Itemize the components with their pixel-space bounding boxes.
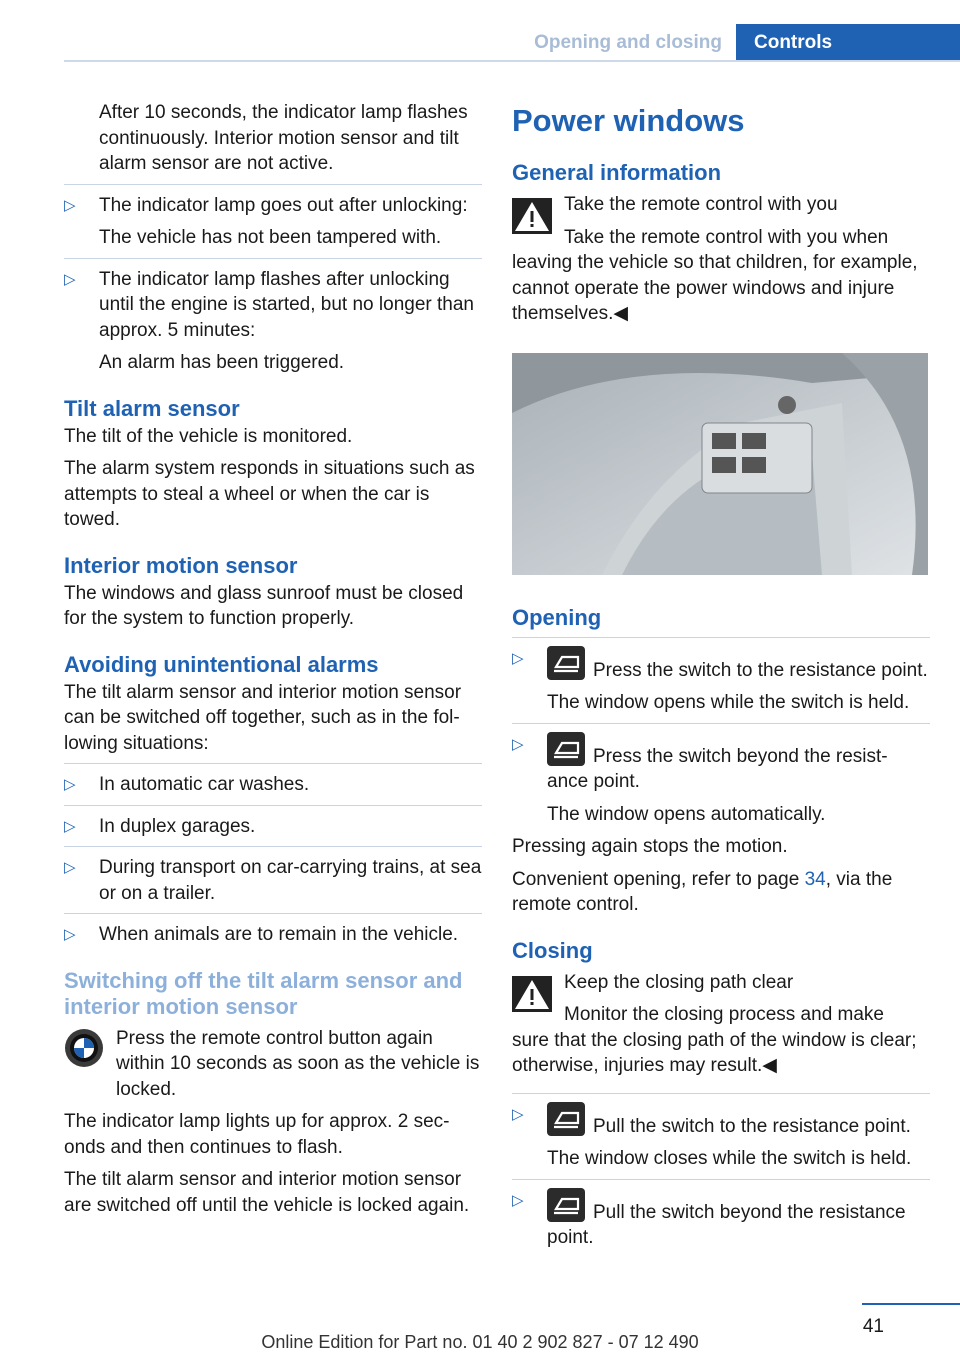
list-item	[64, 267, 482, 376]
list-item-text: In automatic car washes.	[99, 774, 310, 795]
text-fragment: , via the remote control.	[512, 868, 893, 915]
list-item-text: During transport on car-carrying trains, at sea or on a trailer.	[99, 857, 482, 904]
page-number: 41	[862, 1316, 884, 1337]
heading-power-windows: Power windows	[512, 103, 745, 138]
list-item-text: When animals are to remain in the vehicle.	[99, 924, 459, 945]
list-item-text: The indicator lamp goes out after unlocking:	[99, 194, 468, 216]
list-item	[64, 855, 482, 906]
triangle-bullet-icon: ▷	[64, 196, 76, 214]
triangle-bullet-icon: ▷	[512, 1105, 524, 1123]
text-fragment: Convenient opening, refer to page	[512, 868, 805, 890]
warning-text-continued: leaving the vehicle so that children, for example, cannot operate the power windows and injure themselves.◀	[512, 252, 918, 324]
footer-edition: Online Edition for Part no. 01 40 2 902 827 - 07 12 490	[261, 1332, 699, 1352]
triangle-bullet-icon: ▷	[64, 817, 76, 835]
warning-title: Keep the closing path clear	[564, 971, 794, 993]
triangle-bullet-icon: ▷	[64, 270, 76, 288]
header-rule	[64, 60, 960, 62]
warning-text-continued: sure that the closing path of the window is clear; otherwise, injuries may result.◀	[512, 1029, 917, 1076]
triangle-bullet-icon: ▷	[64, 926, 76, 943]
divider	[512, 723, 930, 724]
triangle-bullet-icon: ▷	[64, 776, 76, 793]
intro-text: After 10 seconds, the indicator lamp flashes continuously. Interior motion sensor and tilt alarm sensor are not active.	[99, 102, 468, 174]
window-switch-icon	[547, 1188, 585, 1222]
switch-text-2: The indicator lamp lights up for approx. 2 sec‐ onds and then continues to flash.	[64, 1111, 450, 1158]
list-item-subtext: The window closes while the switch is held.	[547, 1148, 912, 1169]
list-item-subtext: An alarm has been triggered.	[99, 352, 345, 373]
heading-opening: Opening	[512, 604, 602, 630]
footer-rule	[862, 1303, 960, 1305]
triangle-bullet-icon: ▷	[512, 735, 524, 753]
triangle-bullet-icon: ▷	[512, 649, 524, 667]
list-item-subtext: The vehicle has not been tampered with.	[99, 227, 442, 248]
heading-switching-off: Switching off the tilt alarm sensor and interior motion sensor	[64, 967, 463, 1019]
warning-text: Monitor the closing process and make	[564, 1004, 884, 1025]
list-item-text: In duplex garages.	[99, 815, 256, 837]
list-item	[64, 193, 482, 251]
convenient-opening-text	[512, 867, 930, 918]
warning-triangle-icon	[512, 976, 552, 1012]
list-item-text: Pull the switch beyond the resistance point.	[547, 1201, 906, 1248]
window-switch-icon	[547, 646, 585, 680]
list-item-text: Press the switch beyond the resist‐ ance point.	[547, 745, 888, 792]
tilt-text-1: The tilt of the vehicle is monitored.	[64, 425, 353, 447]
page-link[interactable]: 34	[804, 868, 826, 890]
remote-key-icon	[64, 1028, 104, 1068]
header-section-title: Opening and closing	[534, 32, 722, 53]
heading-closing: Closing	[512, 937, 593, 963]
divider	[512, 637, 930, 638]
list-item	[512, 1102, 930, 1172]
triangle-bullet-icon: ▷	[64, 859, 76, 876]
divider	[512, 1093, 930, 1094]
list-item	[64, 772, 482, 798]
list-item-text: Pull the switch to the resistance point.	[593, 1115, 911, 1137]
divider	[64, 258, 482, 259]
divider	[64, 805, 482, 806]
avoid-text: The tilt alarm sensor and interior motion sensor can be switched off together, such as in the fol‐ lowing situations:	[64, 681, 462, 754]
divider	[64, 184, 482, 185]
switch-text-3: The tilt alarm sensor and interior motion sensor are switched off until the vehicle is locked again.	[64, 1169, 470, 1216]
divider	[64, 846, 482, 847]
list-item-text: Press the switch to the resistance point.	[593, 659, 928, 681]
warning-title: Take the remote control with you	[564, 194, 838, 215]
list-item	[64, 814, 482, 840]
window-switch-icon	[547, 732, 585, 766]
door-switch-photo	[512, 353, 928, 575]
list-item-text: The indicator lamp flashes after unlocking until the engine is started, but no longer than approx. 5 minutes:	[99, 268, 474, 341]
list-item	[64, 922, 482, 948]
divider	[64, 913, 482, 914]
warning-triangle-icon	[512, 198, 552, 234]
header-chapter-tab: Controls	[736, 24, 960, 62]
heading-interior-motion: Interior motion sensor	[64, 552, 298, 578]
window-switch-icon	[547, 1102, 585, 1136]
list-item-subtext: The window opens automatically.	[547, 803, 826, 825]
heading-avoiding-alarms: Avoiding unintentional alarms	[64, 651, 379, 677]
page-header	[0, 0, 960, 62]
list-item	[512, 646, 930, 716]
tilt-text-2: The alarm system responds in situations such as attempts to steal a wheel or when the car is towed.	[64, 458, 475, 530]
press-again-text: Pressing again stops the motion.	[512, 836, 788, 857]
right-column	[512, 100, 930, 1258]
remote-instruction	[64, 1026, 482, 1103]
triangle-bullet-icon: ▷	[512, 1191, 524, 1209]
left-column	[64, 100, 482, 1225]
warning-text: Take the remote control with you when	[564, 226, 889, 248]
divider	[512, 1179, 930, 1180]
divider	[64, 763, 482, 764]
list-item	[512, 732, 930, 828]
list-item	[512, 1188, 930, 1251]
heading-tilt-alarm: Tilt alarm sensor	[64, 395, 240, 421]
switch-text-1: Press the remote control button again within 10 seconds as soon as the vehicle is locked.	[116, 1027, 480, 1100]
heading-general-info: General information	[512, 160, 722, 185]
interior-text: The windows and glass sunroof must be closed for the system to function properly.	[64, 582, 464, 629]
warning-closing-path	[512, 970, 930, 1079]
warning-remote-control	[512, 192, 930, 327]
list-item-subtext: The window opens while the switch is held.	[547, 692, 910, 713]
